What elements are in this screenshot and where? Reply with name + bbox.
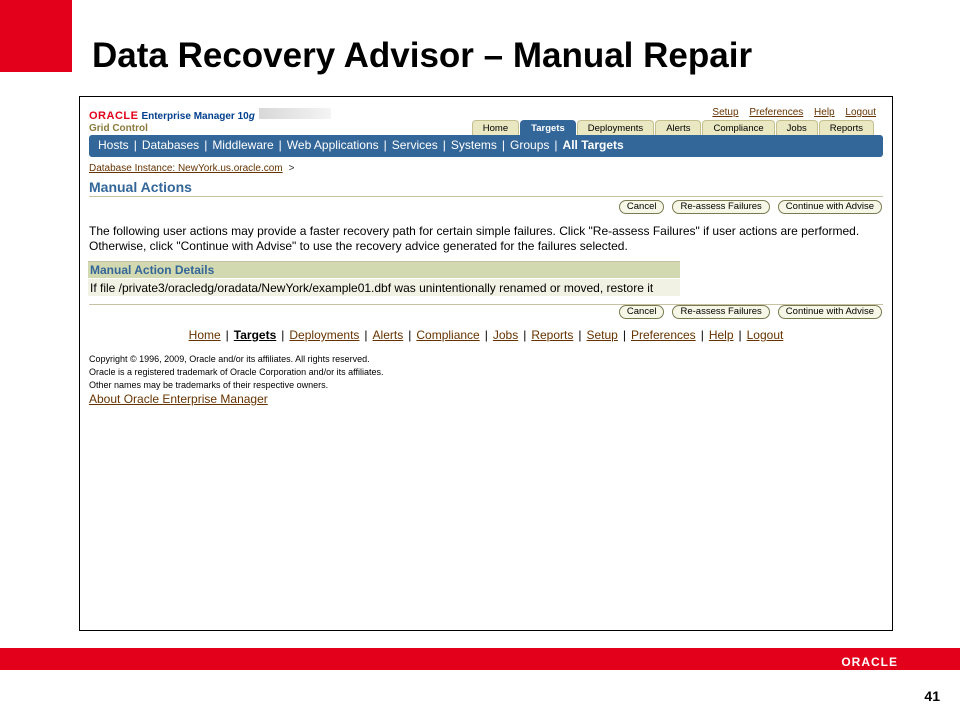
- about-oracle-em-link[interactable]: About Oracle Enterprise Manager: [89, 392, 268, 406]
- slide-corner-block: [0, 0, 72, 72]
- tab-reports[interactable]: Reports: [819, 120, 874, 135]
- table-header: Manual Action Details: [88, 262, 680, 278]
- tab-alerts[interactable]: Alerts: [655, 120, 701, 135]
- footer-link-setup[interactable]: Setup: [586, 328, 618, 342]
- footer-link-home[interactable]: Home: [188, 328, 221, 342]
- oracle-em-logo: [89, 108, 331, 134]
- subnav-all-targets[interactable]: All Targets: [562, 138, 624, 152]
- tab-deployments[interactable]: Deployments: [577, 120, 654, 135]
- tab-targets[interactable]: Targets: [520, 120, 576, 135]
- subnav-systems[interactable]: Systems: [450, 138, 497, 152]
- bottom-button-row: [619, 305, 882, 319]
- global-link-setup[interactable]: Setup: [712, 107, 739, 118]
- footer-link-reports[interactable]: Reports: [531, 328, 574, 342]
- trademark-line: Oracle is a registered trademark of Oracle Corporation and/or its affiliates.: [89, 367, 384, 377]
- footer-links: Home | Targets | Deployments | Alerts | Compliance | Jobs | Reports | Setup | Preferences | Help | Logout: [188, 328, 784, 342]
- tab-compliance[interactable]: Compliance: [702, 120, 774, 135]
- other-names-line: Other names may be trademarks of their respective owners.: [89, 380, 329, 390]
- grid-control-label: Grid Control: [89, 123, 148, 134]
- cancel-button[interactable]: Cancel: [619, 200, 665, 214]
- subnav-hosts[interactable]: Hosts: [98, 138, 129, 152]
- footer-link-deployments[interactable]: Deployments: [289, 328, 360, 342]
- tab-home[interactable]: Home: [472, 120, 519, 135]
- top-button-row: [619, 200, 882, 214]
- subnav-web-applications[interactable]: Web Applications: [286, 138, 379, 152]
- global-link-logout[interactable]: Logout: [845, 107, 876, 118]
- subnav-middleware[interactable]: Middleware: [212, 138, 274, 152]
- subnav-services[interactable]: Services: [391, 138, 438, 152]
- cancel-button-bottom[interactable]: Cancel: [619, 305, 665, 319]
- continue-with-advise-button-bottom[interactable]: Continue with Advise: [778, 305, 882, 319]
- product-name: Enterprise Manager 10g: [141, 111, 255, 122]
- footer-link-targets[interactable]: Targets: [233, 328, 277, 342]
- em-screenshot: [79, 96, 893, 631]
- continue-with-advise-button[interactable]: Continue with Advise: [778, 200, 882, 214]
- subnav-bar: Hosts | Databases | Middleware | Web Applications | Services | Systems | Groups | All Targets: [89, 135, 883, 157]
- oracle-footer-logo: ORACLE: [841, 655, 898, 669]
- manual-action-details-table: [88, 261, 680, 296]
- heading-divider: [89, 196, 883, 197]
- subnav-databases[interactable]: Databases: [141, 138, 200, 152]
- footer-link-compliance[interactable]: Compliance: [416, 328, 480, 342]
- global-link-preferences[interactable]: Preferences: [749, 107, 804, 118]
- instructions-text: The following user actions may provide a faster recovery path for certain simple failures. Click "Re-assess Failures" if user actions are performed. Otherwise, click "Continue with Advise" to use the recovery advice generated for the failures selected.: [89, 224, 860, 253]
- footer-link-logout[interactable]: Logout: [746, 328, 784, 342]
- breadcrumb-separator: >: [288, 163, 295, 174]
- breadcrumb-database-instance[interactable]: Database Instance: NewYork.us.oracle.com: [89, 163, 283, 174]
- footer-link-preferences[interactable]: Preferences: [630, 328, 696, 342]
- copyright-block: [89, 353, 383, 407]
- breadcrumb: [89, 163, 294, 174]
- reassess-failures-button-bottom[interactable]: Re-assess Failures: [672, 305, 769, 319]
- footer-link-jobs[interactable]: Jobs: [492, 328, 519, 342]
- global-link-help[interactable]: Help: [814, 107, 835, 118]
- slide-page-number: 41: [924, 688, 940, 704]
- logo-fade-bar: [259, 108, 331, 119]
- subnav-groups[interactable]: Groups: [510, 138, 550, 152]
- main-tabs: [471, 120, 874, 135]
- footer-link-alerts[interactable]: Alerts: [372, 328, 404, 342]
- reassess-failures-button[interactable]: Re-assess Failures: [672, 200, 769, 214]
- global-links: [704, 107, 876, 118]
- footer-link-help[interactable]: Help: [708, 328, 734, 342]
- oracle-brand: ORACLE: [89, 110, 139, 122]
- footer-red-band: [0, 648, 960, 670]
- page-title: Manual Actions: [89, 179, 192, 195]
- copyright-line: Copyright © 1996, 2009, Oracle and/or its affiliates. All rights reserved.: [89, 354, 370, 364]
- tab-jobs[interactable]: Jobs: [776, 120, 818, 135]
- table-row: If file /private3/oracledg/oradata/NewYork/example01.dbf was unintentionally renamed or moved, restore it: [88, 278, 680, 296]
- slide-title: Data Recovery Advisor – Manual Repair: [92, 36, 753, 75]
